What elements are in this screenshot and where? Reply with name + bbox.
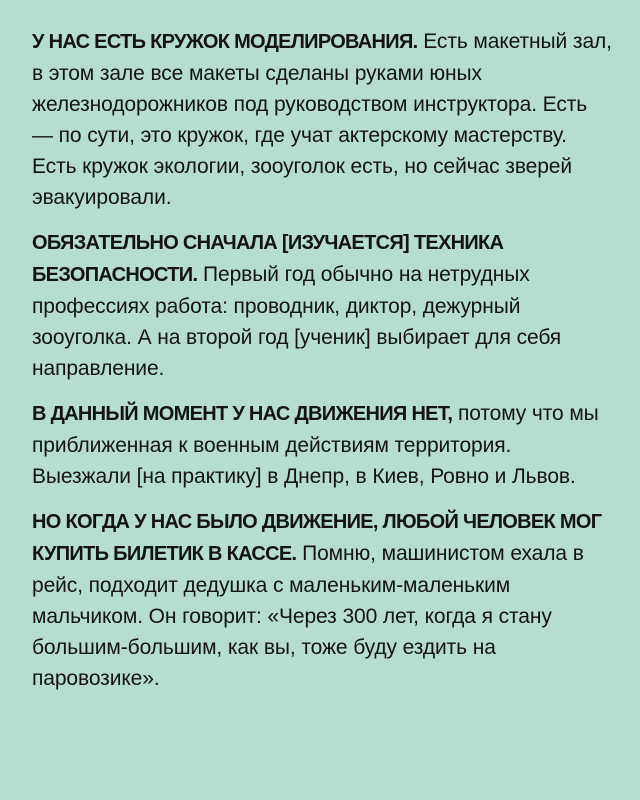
paragraph-lead: У НАС ЕСТЬ КРУЖОК МОДЕЛИРОВАНИЯ. <box>32 31 418 53</box>
paragraph-text: Помню, машинистом ехала в рейс, подходит дедушка с маленьким-маленьким мальчиком. Он говорит: «Через 300 лет, когда я стану большим-большим, как вы, тоже буду ездить на паровозике». <box>32 542 584 690</box>
paragraph-lead: В ДАННЫЙ МОМЕНТ У НАС ДВИЖЕНИЯ НЕТ, <box>32 403 453 425</box>
paragraph-safety <box>32 227 612 384</box>
paragraph-text: Первый год обычно на нетрудных профессиях работа: проводник, диктор, дежурный зооуголка. А на второй год [ученик] выбирает для себя направление. <box>32 263 562 380</box>
paragraph-no-movement <box>32 398 612 492</box>
paragraph-lead: НО КОГДА У НАС БЫЛО ДВИЖЕНИЕ, ЛЮБОЙ ЧЕЛОВЕК МОГ КУПИТЬ БИЛЕТИК В КАССЕ. <box>32 511 602 565</box>
paragraph-text: Есть макетный зал, в этом зале все макеты сделаны руками юных железнодорожников под руководством инструктора. Есть — по сути, это кружок, где учат актерскому мастерству. Есть кружок экологии, зооуголок есть, но сейчас зверей эвакуировали. <box>32 30 612 209</box>
paragraph-text: потому что мы приближенная к военным действиям территория. Выезжали [на практику] в Днепр, в Киев, Ровно и Львов. <box>32 402 599 488</box>
paragraph-modeling-club <box>32 26 612 213</box>
paragraph-lead: ОБЯЗАТЕЛЬНО СНАЧАЛА [ИЗУЧАЕТСЯ] ТЕХНИКА БЕЗОПАСНОСТИ. <box>32 232 504 286</box>
paragraph-ticket <box>32 506 612 694</box>
